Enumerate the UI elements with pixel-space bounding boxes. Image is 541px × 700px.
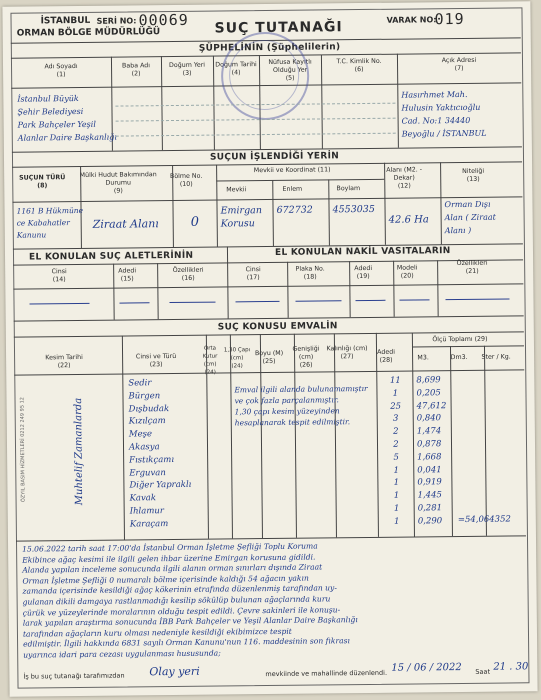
goods-col-boyu: Boyu (M) (25) xyxy=(254,349,284,366)
narrative-line: edilmiştir. İlgili hakkında 6831 sayılı Orman Kanunu'nun 116. maddesinin son fıkrası xyxy=(23,636,350,649)
narrative-line: uyarınca idari para cezası uygulanması hususunda; xyxy=(23,648,221,660)
volume-list xyxy=(416,374,447,528)
form-title: SUÇ TUTANAĞI xyxy=(214,19,343,37)
volume-item: 47,612 xyxy=(416,400,447,412)
crime-report-form xyxy=(2,1,537,696)
vehicles-col-adedi: Adedi (19) xyxy=(354,264,373,281)
tools-col-adedi: Adedi (15) xyxy=(118,267,137,283)
col-boylam: Boylam xyxy=(336,185,361,193)
goods-col-olcu-toplami: Ölçü Toplamı (29) xyxy=(432,335,488,344)
hudut-value: Ziraat Alanı xyxy=(92,217,159,231)
col-enlem: Enlem xyxy=(282,185,303,193)
species-item: Karaçam xyxy=(129,518,169,530)
species-item: Kavak xyxy=(129,493,157,504)
count-item: 2 xyxy=(393,439,399,450)
col-ad-soyad: Adı Soyadı (1) xyxy=(44,62,78,79)
volume-item: 0,281 xyxy=(417,503,443,514)
goods-note: Emval ilgili alanda bulunamamıştır ve çok fazla parçalanmıştır. 1,30 çapı kesim yüzeyinden hesaplanarak tespit edilmiştir. xyxy=(234,383,368,428)
narrative-text xyxy=(22,539,523,661)
goods-col-orta-kutur: Orta Kutur (cm) (24) xyxy=(202,345,218,376)
tools-section-title: EL KONULAN SUÇ ALETLERİNİN xyxy=(28,250,194,263)
col-mulki-hudut: Mülki Hudut Bakımından Durumu (9) xyxy=(79,171,157,195)
seri-number: 00069 xyxy=(138,10,189,30)
narrative-line: zamanda içerisinde kesildiği ağaç kökerinin etrafında düzenlenmiş tarafından uy- xyxy=(22,583,337,596)
narrative-line: çürük ve yüzeylerinde moralarının olduğu tespit edildi. Çevre sakinleri ile konuşu- xyxy=(22,604,341,618)
count-item: 1 xyxy=(393,465,400,476)
seri-label: SERİ NO: xyxy=(96,16,137,26)
col-alan: Alanı (M2. - Dekar) (12) xyxy=(386,166,423,190)
count-list xyxy=(378,375,414,529)
count-item: 1 xyxy=(394,516,400,527)
species-item: Ihlamur xyxy=(129,506,164,517)
goods-col-cap: 1,30 Çapı (cm) (24) xyxy=(223,347,251,370)
footer-prefix: İş bu suç tutanağı tarafımızdan xyxy=(23,671,125,681)
col-mevkii-koordinat: Mevkii ve Koordinat (11) xyxy=(253,166,331,175)
species-item: Meşe xyxy=(128,429,153,440)
volume-total: =54,064352 xyxy=(457,514,511,526)
goods-col-cinsi: Cinsi ve Türü (23) xyxy=(135,352,177,369)
narrative-line: 15.06.2022 tarih saat 17:00'da İstanbul Orman İşletme Şefliği Toplu Koruma xyxy=(22,541,318,554)
goods-col-dm3: Dm3. xyxy=(450,353,468,362)
narrative-line: Orman İşletme Şefliği 0 numaralı bölme içerisinde kaldığı 54 ağacın yakın xyxy=(22,573,309,586)
col-dogum-yeri: Doğum Yeri (3) xyxy=(168,61,206,77)
org-line-1: İSTANBUL xyxy=(40,15,91,27)
bolme-value: 0 xyxy=(190,214,200,230)
goods-col-adedi: Adedi (28) xyxy=(377,348,395,364)
narrative-line: Alanda yapılan inceleme sonucunda ilgili alanın orman sınırları dışında Ziraat xyxy=(22,562,323,575)
footer-date: 15 / 06 / 2022 xyxy=(391,662,462,674)
tools-col-ozellik: Özellikleri (16) xyxy=(172,266,204,282)
footer-saat: 21 . 30 xyxy=(493,661,529,673)
species-item: Fıstıkçamı xyxy=(129,454,175,466)
volume-item: 0,878 xyxy=(416,439,442,450)
enlem-value: 672732 xyxy=(276,204,313,216)
col-sucun-turu: SUÇUN TÜRÜ (8) xyxy=(19,174,66,190)
species-item: Erguvan xyxy=(129,467,166,479)
count-item: 2 xyxy=(393,426,399,437)
cut-date-value: Muhtelif Zamanlarda xyxy=(73,397,86,506)
species-item: Akasya xyxy=(128,442,160,453)
volume-item: 0,840 xyxy=(416,413,442,424)
col-dogum-tarihi: Doğum Tarihi (4) xyxy=(215,61,257,77)
count-item: 1 xyxy=(393,478,400,489)
goods-col-ster: Ster / Kg. xyxy=(481,353,511,361)
count-item: 1 xyxy=(393,503,400,514)
goods-section-title: SUÇ KONUSU EMVALİN xyxy=(217,321,338,333)
goods-col-m3: M3. xyxy=(417,354,429,362)
crime-type: 1161 B Hükmüne ce Kabahatler Kanunu xyxy=(16,205,84,240)
goods-col-kalinlik: Kalınlığı (cm) (27) xyxy=(326,344,368,361)
tools-col-cinsi: Cinsi (14) xyxy=(51,268,67,284)
varak-number: 019 xyxy=(434,9,465,29)
species-item: Diğer Yapraklı xyxy=(129,480,192,491)
species-list xyxy=(128,377,192,531)
footer-place: Olay yeri xyxy=(149,664,200,679)
official-seal-inner xyxy=(229,40,300,111)
col-acik-adres: Açık Adresi (7) xyxy=(441,56,477,73)
volume-item: 0,290 xyxy=(417,515,443,527)
varak-label: VARAK NO: xyxy=(386,15,437,25)
narrative-line: larak yapılan araştırma sonucunda İBB Park Bahçeler ve Yeşil Alanlar Daire Başkanlığı xyxy=(22,615,358,628)
boylam-value: 4553035 xyxy=(332,203,375,216)
suspect-address: Hasırhmet Mah. Hulusin Yaktıcıoğlu Cad. No:1 34440 Beyoğlu / İSTANBUL xyxy=(401,89,487,139)
volume-item: 0,919 xyxy=(417,477,442,488)
volume-item: 1,474 xyxy=(416,426,442,437)
goods-col-kesim-tarihi: Kesim Tarihi (22) xyxy=(45,353,83,370)
count-item: 3 xyxy=(392,414,399,425)
crime-place-section-title: SUÇUN İŞLENDİĞİ YERİN xyxy=(209,151,340,163)
col-mevkii: Mevkii xyxy=(226,186,247,194)
volume-item: 1,445 xyxy=(417,490,442,501)
count-item: 1 xyxy=(393,490,400,501)
suspect-name: İstanbul Büyük Şehir Belediyesi Park Bahçeler Yeşil Alanlar Daire Başkanlığı xyxy=(17,93,117,143)
alan-value: 42.6 Ha xyxy=(388,214,429,226)
org-line-2: ORMAN BÖLGE MÜDÜRLÜĞÜ xyxy=(16,27,161,39)
vehicles-col-ozellik: Özellikleri (21) xyxy=(456,259,488,275)
col-nufus-yeri: Nüfusa Kayıtlı Olduğu Yer (5) xyxy=(268,58,312,82)
goods-col-genislik: Genişliği (cm) (26) xyxy=(292,345,320,369)
vehicles-col-model: Modeli (20) xyxy=(396,264,418,280)
narrative-line: tarafından ağaçların kuru olması nedeniyle kesildiği ekibimizce tespit xyxy=(22,626,292,639)
nitelik-value: Orman Dışı Alan ( Ziraat Alanı ) xyxy=(444,199,496,236)
narrative-line: gulanan dikili damgaya rastlanmadığı kesilip sökülüp bulunan ağaçlarında kuru xyxy=(22,594,331,607)
count-item: 11 xyxy=(389,375,401,386)
volume-item: 8,699 xyxy=(416,375,441,386)
volume-item: 0,205 xyxy=(416,388,441,399)
count-item: 1 xyxy=(392,388,399,399)
vehicles-section-title: EL KONULAN NAKİL VASITALARIN xyxy=(274,246,451,258)
col-tc-kimlik: T.C. Kimlik No. (6) xyxy=(336,57,382,74)
count-item: 25 xyxy=(390,401,402,412)
volume-item: 1,668 xyxy=(417,451,442,463)
mevkii-value: Emirgan Korusu xyxy=(220,205,262,230)
volume-item: 0,041 xyxy=(417,464,442,476)
suspects-section-title: ŞÜPHELİNİN (Şüphelilerin) xyxy=(198,42,341,54)
species-item: Bürgen xyxy=(128,390,161,402)
count-item: 5 xyxy=(393,452,399,463)
vehicles-col-cinsi: Cinsi (17) xyxy=(245,266,261,282)
narrative-line: Ekibince ağaç kesimi ile ilgili gelen ihbar üzerine Emirgan korusuna gidildi. xyxy=(22,552,316,565)
species-item: Kızılçam xyxy=(128,416,166,427)
species-item: Dışbudak xyxy=(128,403,170,415)
col-baba-adi: Baba Adı (2) xyxy=(121,62,151,78)
vehicles-col-plaka: Plaka No. (18) xyxy=(295,265,325,281)
col-bolme-no: Bölme No. (10) xyxy=(169,172,203,188)
species-item: Sedir xyxy=(128,378,152,389)
col-nitelik: Niteliği (13) xyxy=(462,167,485,183)
footer-saat-label: Saat xyxy=(475,667,491,676)
footer-middle: mevkiinde ve mahallinde düzenlendi. xyxy=(265,668,388,679)
printer-imprint: ÖZYIL BASIM HİZMETLERİ 0212 249 95 12 xyxy=(19,397,27,503)
